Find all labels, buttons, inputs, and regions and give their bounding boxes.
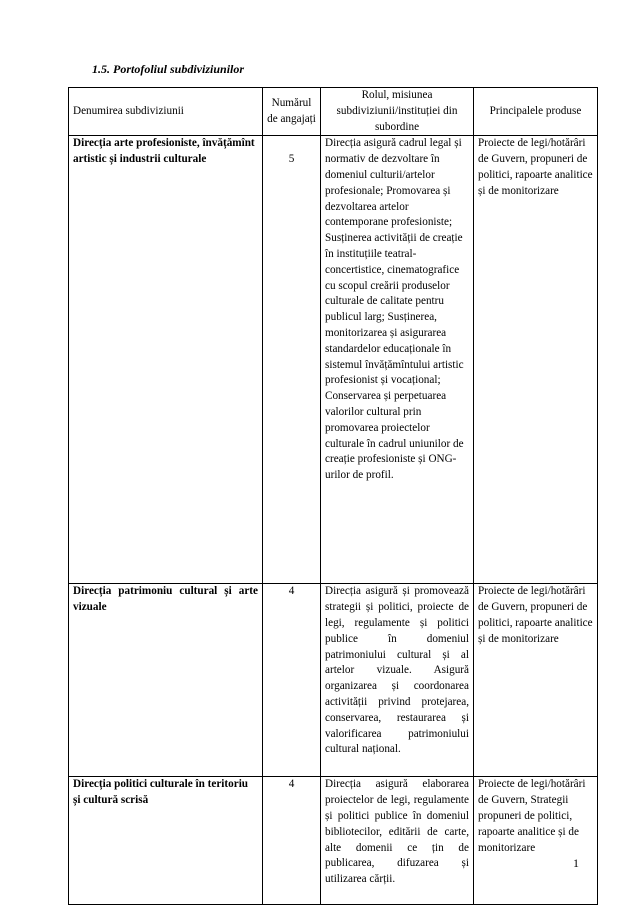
header-name: Denumirea subdiviziunii: [69, 88, 263, 136]
section-title: 1.5. Portofoliul subdiviziunilor: [92, 62, 245, 76]
header-role: Rolul, misiunea subdiviziunii/instituției din subordine: [321, 88, 474, 136]
subdivision-products: Proiecte de legi/hotărâri de Guvern, propuneri de politici, rapoarte analitice și de monitorizare: [474, 136, 598, 584]
table-row: [69, 777, 598, 905]
table-row: [69, 136, 598, 584]
subdivision-role: Direcția asigură și promovează strategii și politici, proiecte de legi, regulamente și politici publice în domeniul patrimoniului cultural și al artelor vizuale. Asigură organizarea și coordonarea activității privind protejarea, conservarea, restaurarea și valorificarea patrimoniului cultural național.: [321, 584, 474, 777]
subdivision-products: Proiecte de legi/hotărâri de Guvern, Strategii propuneri de politici, rapoarte analitice și de monitorizare: [474, 777, 598, 905]
employee-count: 4: [263, 584, 321, 777]
subdivision-role: Direcția asigură cadrul legal și normativ de dezvoltare în domeniul culturii/artelor profesionale; Promovarea și dezvoltarea artelor contemporane profesioniste; Susținerea activității de creație în instituțiile teatral-concertistice, cinematografice cu scopul creării produselor culturale de calitate pentru publicul larg; Susținerea, monitorizarea și asigurarea standardelor educaționale în sistemul învățămîntului artistic profesionist și vocațional; Conservarea și perpetuarea valorilor cultural prin promovarea proiectelor culturale în cadrul uniunilor de creație profesioniste și ONG-urilor de profil.: [321, 136, 474, 584]
employee-count: 5: [263, 136, 321, 584]
employee-count: 4: [263, 777, 321, 905]
portfolio-table: [68, 87, 598, 905]
table-header-row: [69, 88, 598, 136]
table-row: [69, 584, 598, 777]
subdivision-name: Direcția politici culturale în teritoriu și cultură scrisă: [69, 777, 263, 905]
header-products: Principalele produse: [474, 88, 598, 136]
subdivision-name: Direcția patrimoniu cultural și arte vizuale: [69, 584, 263, 777]
subdivision-products: Proiecte de legi/hotărâri de Guvern, propuneri de politici, rapoarte analitice și de monitorizare: [474, 584, 598, 777]
subdivision-role: Direcția asigură elaborarea proiectelor de legi, regulamente și politici publice în domeniul bibliotecilor, editării de carte, alte domenii ce țin de publicarea, difuzarea și utilizarea cărții.: [321, 777, 474, 905]
subdivision-name: Direcția arte profesioniste, învățămînt artistic și industrii culturale: [69, 136, 263, 584]
page-number: 1: [573, 856, 579, 870]
header-count: Numărul de angajați: [263, 88, 321, 136]
